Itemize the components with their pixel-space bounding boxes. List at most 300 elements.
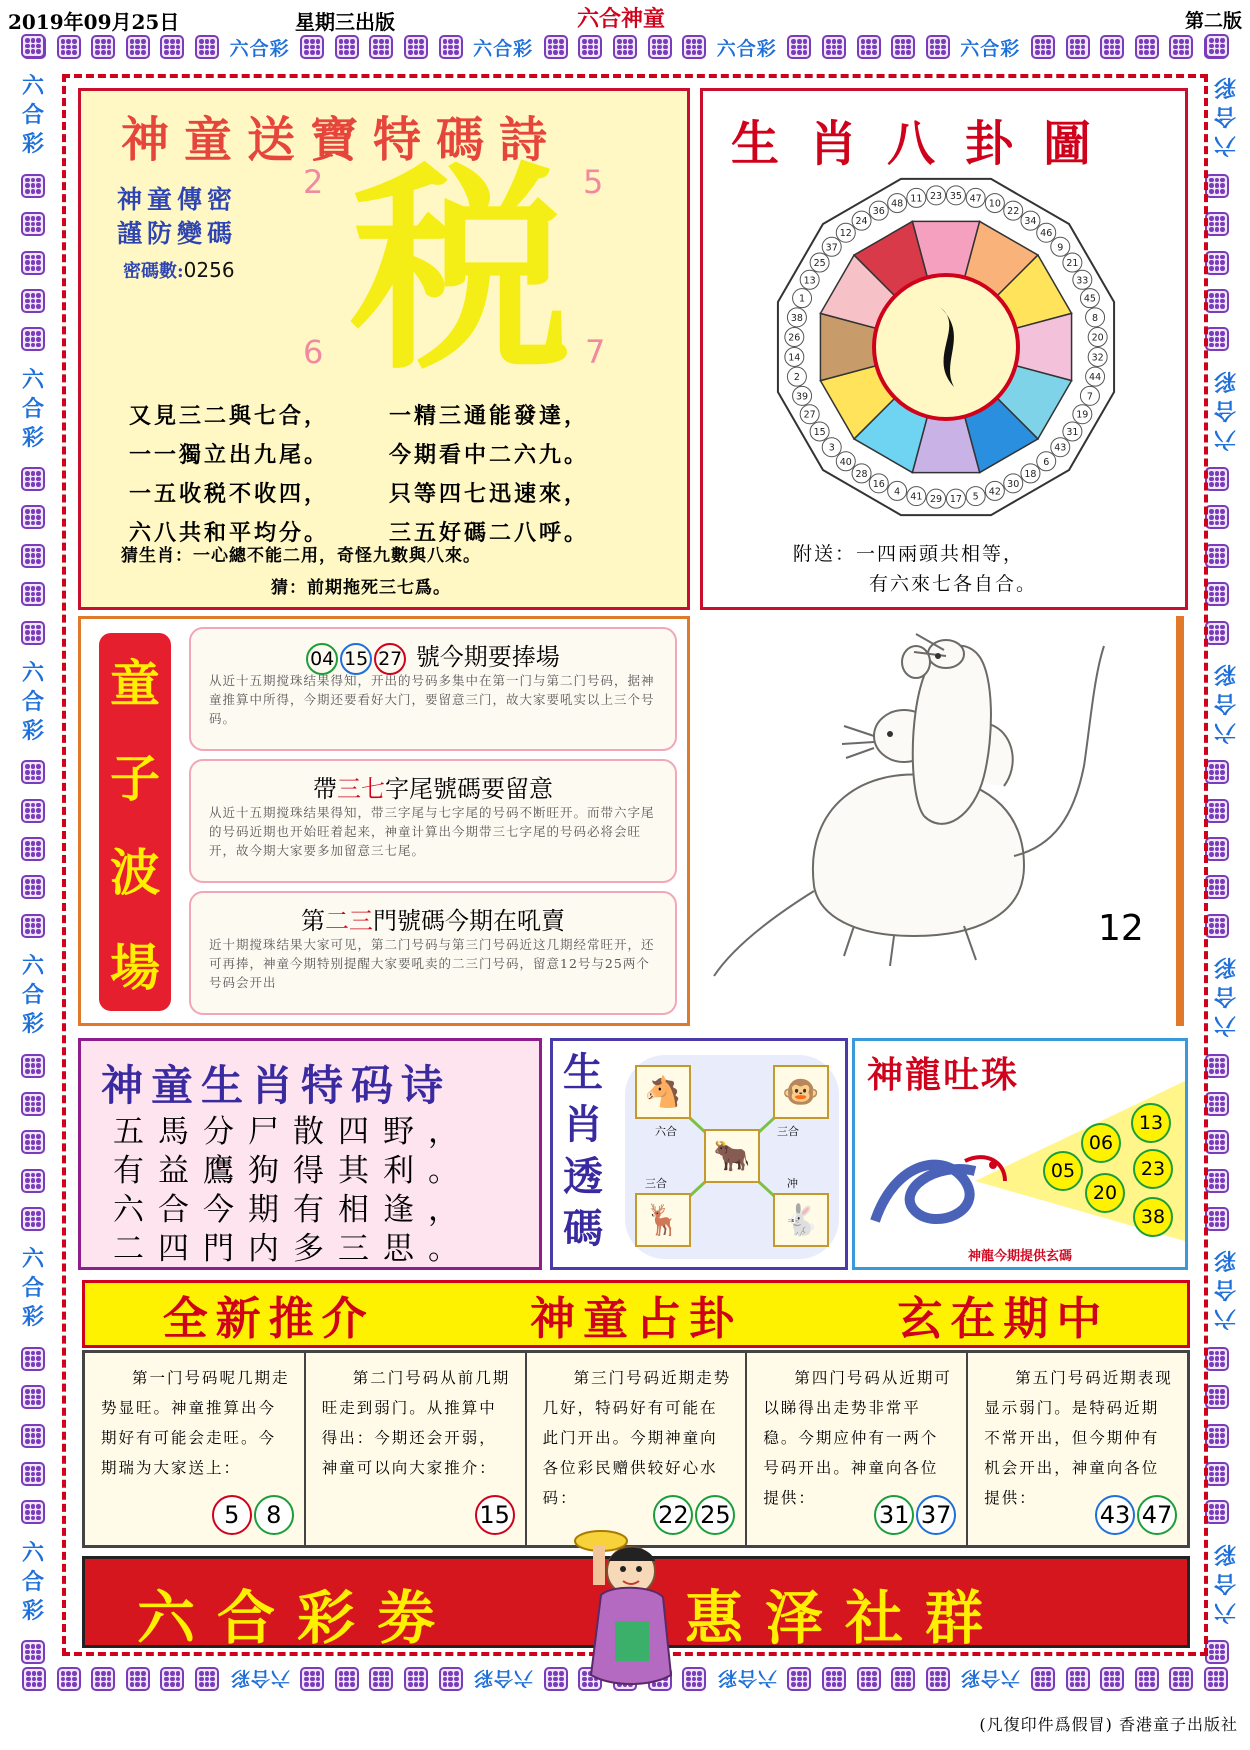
border-label-char: 合 [21, 396, 44, 422]
dot-tile-icon [1205, 1054, 1229, 1078]
dot-tile-icon [21, 1347, 45, 1371]
gate-balls [874, 1495, 956, 1535]
dot-tile-icon [21, 251, 45, 275]
dot-tile-icon [1169, 1667, 1193, 1691]
dot-tile-icon [822, 35, 846, 59]
dot-tile-icon [404, 1667, 428, 1691]
lucky-boy-illustration [571, 1525, 681, 1693]
dot-tile-icon [1205, 251, 1229, 275]
wave-vertical-title [99, 633, 171, 1011]
zodiac-note-line: 附送：一四兩頭共相等， [793, 543, 1025, 565]
promo-bar [82, 1280, 1190, 1348]
dot-tile-icon [21, 174, 45, 198]
dot-tile-icon [21, 1130, 45, 1154]
dot-tile-icon [21, 1207, 45, 1231]
dot-tile-icon [21, 799, 45, 823]
dot-tile-icon [891, 35, 915, 59]
dot-tile-icon [21, 505, 45, 529]
wave-field-panel [78, 616, 690, 1026]
dot-tile-icon [1205, 621, 1229, 645]
dot-tile-icon [787, 35, 811, 59]
dot-tile-icon [21, 1500, 45, 1524]
number-ball: 15 [340, 643, 372, 675]
border-label-char: 彩 [1213, 74, 1236, 100]
dot-tile-icon [21, 1169, 45, 1193]
dot-tile-icon [335, 35, 359, 59]
dot-tile-icon [91, 1667, 115, 1691]
border-label: 六合彩 [229, 37, 290, 60]
dot-tile-icon [21, 467, 45, 491]
dot-tile-icon [1205, 1130, 1229, 1154]
gate-card [85, 1353, 306, 1545]
dot-tile-icon [1135, 1667, 1159, 1691]
ring-number: 43 [1054, 442, 1067, 454]
code-value: 0256 [183, 258, 235, 282]
vertical-title-char: 生 [563, 1049, 603, 1096]
tip-heading [191, 769, 675, 804]
poem-line: 今期看中二六九。 [389, 442, 590, 468]
pearl-number: 38 [1133, 1197, 1173, 1237]
gate-card [306, 1353, 527, 1545]
number-ball: 25 [695, 1495, 735, 1535]
border-label-char: 合 [21, 1569, 44, 1595]
ring-number: 24 [855, 216, 868, 228]
dot-tile-icon [21, 34, 45, 58]
poem-title: 神童送寶特碼詩 [121, 112, 563, 168]
number-ball: 43 [1095, 1495, 1135, 1535]
banner-text: 六合彩劵 [137, 1584, 458, 1652]
dot-tile-icon [1135, 35, 1159, 59]
ring-number: 15 [813, 426, 826, 438]
poem-line: 一一獨立出九尾。 [129, 442, 330, 468]
ring-number: 12 [839, 228, 852, 240]
ring-number: 25 [813, 258, 826, 270]
gate-card [968, 1353, 1187, 1545]
tip-body: 近十期搅珠结果大家可见，第二门号码与第三门号码近这几期经常旺开，还可再捧，神童今期特别提醒大家要吼卖的二三门号码，留意12号与25两个号码会开出 [209, 937, 655, 990]
ring-number: 38 [790, 312, 803, 324]
gate-recommendations [82, 1350, 1190, 1548]
poem2-line: 有益鷹狗得其利。 [113, 1153, 473, 1189]
dot-tile-icon [21, 1424, 45, 1448]
ring-number: 39 [796, 391, 809, 403]
dot-tile-icon [1205, 760, 1229, 784]
poem-line: 一精三通能發達， [389, 403, 590, 429]
border-label-char: 六 [1213, 425, 1236, 451]
dot-tile-icon [1205, 1385, 1229, 1409]
ring-number: 33 [1076, 275, 1089, 287]
poem-line: 又見三二與七合， [129, 403, 330, 429]
vertical-title-char: 肖 [563, 1101, 603, 1148]
ring-number: 6 [1043, 456, 1050, 468]
dot-tile-icon [160, 35, 184, 59]
poem2-lines [113, 1113, 473, 1269]
border-label [22, 952, 44, 1039]
border-label-char: 彩 [1213, 954, 1236, 980]
border-label [22, 659, 44, 746]
dot-tile-icon [21, 289, 45, 313]
number-ball: 5 [212, 1495, 252, 1535]
border-label-char: 六 [1213, 1012, 1236, 1038]
corner-number: 2 [303, 163, 324, 201]
border-label: 六合彩 [473, 37, 534, 60]
zodiac-wheel [751, 169, 1141, 529]
ring-number: 44 [1089, 372, 1102, 384]
poem-side-note [117, 183, 237, 251]
ring-number: 47 [969, 193, 982, 205]
gate-text: 第二门号码从前几期旺走到弱门。从推算中得出：今期还会开弱，神童可以向大家推介： [321, 1369, 511, 1477]
dot-tile-icon [1031, 1667, 1055, 1691]
banner-text: 惠泽社群 [685, 1584, 1006, 1652]
dot-tile-icon [1205, 837, 1229, 861]
ring-number: 27 [803, 409, 816, 421]
gate-card [527, 1353, 748, 1545]
number-ball: 22 [653, 1495, 693, 1535]
vertical-title-char: 透 [563, 1153, 603, 1200]
dot-tile-icon [369, 35, 393, 59]
zodiac-note-line: 有六來七各自合。 [869, 573, 1038, 595]
dot-tile-icon [1100, 1667, 1124, 1691]
number-ball: 47 [1137, 1495, 1177, 1535]
dot-tile-icon [21, 621, 45, 645]
dot-tile-icon [1205, 174, 1229, 198]
border-label-char: 合 [21, 1276, 44, 1302]
dot-tile-icon [57, 35, 81, 59]
tip-heading-text: 門號碼今期在吼賣 [373, 907, 565, 935]
dot-tile-icon [682, 35, 706, 59]
dot-tile-icon [91, 35, 115, 59]
corner-number: 5 [583, 163, 604, 201]
ring-number: 2 [793, 372, 800, 384]
border-label-char: 合 [1213, 396, 1236, 422]
dot-tile-icon [21, 1054, 45, 1078]
dot-tile-icon [544, 35, 568, 59]
gate-balls [212, 1495, 294, 1535]
corner-number: 7 [585, 333, 606, 371]
ring-number: 5 [972, 491, 979, 503]
masthead-title: 六合神童 [577, 6, 666, 32]
border-label-char: 合 [1213, 103, 1236, 129]
big-character: 税 [351, 143, 572, 399]
dot-tile-icon [57, 1667, 81, 1691]
ring-number: 48 [891, 198, 904, 210]
poem-line: 六八共和平均分。 [129, 520, 330, 546]
tip-body: 从近十五期搅珠结果得知，开出的号码多集中在第一门与第二门号码，据神童推算中所得，今期还要看好大门，要留意三门，故大家要吼实以上三个号码。 [209, 673, 655, 726]
dot-tile-icon [787, 1667, 811, 1691]
dot-tile-icon [21, 327, 45, 351]
ring-number: 35 [949, 190, 962, 202]
border-label [22, 1245, 44, 1332]
poem2-line: 二四門内多三思。 [113, 1231, 473, 1267]
gate-balls [475, 1495, 515, 1535]
dot-tile-icon [195, 35, 219, 59]
dragon-title: 神龍吐珠 [867, 1054, 1020, 1096]
ring-number: 18 [1024, 468, 1037, 480]
dot-tile-icon [1205, 467, 1229, 491]
number-ball: 37 [916, 1495, 956, 1535]
pearl-number: 05 [1043, 1151, 1083, 1191]
monkey-icon: 🐵 [773, 1065, 829, 1119]
publisher-footer: (凡復印件爲假冒) 香港童子出版社 [979, 1715, 1238, 1734]
rabbit-icon: 🐇 [773, 1193, 829, 1247]
poem-line: 三五好碼二八呼。 [389, 520, 590, 546]
gate-text: 第三门号码近期走势几好，特码好有可能在此门开出。今期神童向各位彩民赠供较好心水码： [542, 1369, 732, 1507]
dot-tile-icon [822, 1667, 846, 1691]
poem2-line: 六合今期有相逢， [113, 1192, 473, 1228]
dot-tile-icon [926, 35, 950, 59]
number-ball: 27 [374, 643, 406, 675]
dragon-pearl-panel [852, 1038, 1188, 1270]
border-label: 六合彩 [229, 1666, 290, 1689]
dot-tile-icon [1066, 1667, 1090, 1691]
tip-card [189, 891, 677, 1015]
border-left [14, 34, 52, 1664]
ring-number: 30 [1007, 478, 1020, 490]
dot-tile-icon [21, 760, 45, 784]
vertical-title-char: 子 [110, 749, 160, 808]
dot-tile-icon [21, 582, 45, 606]
ring-number: 45 [1083, 293, 1096, 305]
border-label-char: 六 [1213, 1305, 1236, 1331]
number-ball: 8 [254, 1495, 294, 1535]
dot-tile-icon [21, 1385, 45, 1409]
dot-tile-icon [1205, 1462, 1229, 1486]
border-label [22, 366, 44, 453]
dot-tile-icon [1205, 1169, 1229, 1193]
ring-number: 29 [930, 494, 943, 506]
relation-label: 三合 [777, 1125, 799, 1138]
vertical-title-char: 波 [110, 844, 160, 903]
deer-icon: 🦌 [635, 1193, 691, 1247]
gate-text: 第四门号码从近期可以睇得出走势非常平稳。今期应仲有一两个号码开出。神童向各位提供： [763, 1369, 952, 1507]
dot-tile-icon [1169, 35, 1193, 59]
dragon-footer: 神龍今期提供玄碼 [967, 1249, 1072, 1264]
dot-tile-icon [21, 875, 45, 899]
dot-tile-icon [1066, 35, 1090, 59]
dot-tile-icon [300, 1667, 324, 1691]
dot-tile-icon [1205, 34, 1229, 58]
border-label-char: 合 [1213, 983, 1236, 1009]
number-ball: 15 [475, 1495, 515, 1535]
dot-tile-icon [195, 1667, 219, 1691]
code-number [123, 257, 235, 283]
border-label: 六合彩 [473, 1666, 534, 1689]
pearl-number: 13 [1131, 1103, 1171, 1143]
special-code-poem-panel [78, 88, 690, 610]
dot-tile-icon [1205, 327, 1229, 351]
zodiac-note [793, 539, 1037, 599]
dot-tile-icon [1205, 1207, 1229, 1231]
zodiac-bagua-panel [700, 88, 1188, 610]
promo-text: 神童占卦 [529, 1291, 742, 1345]
dot-tile-icon [1031, 35, 1055, 59]
ring-number: 37 [825, 242, 838, 254]
pearl-number: 23 [1133, 1149, 1173, 1189]
relation-label: 三合 [645, 1177, 667, 1190]
tip-body: 从近十五期搅珠结果得知，带三字尾与七字尾的号码不断旺开。而带六字尾的号码近期也开始旺着起来，神童计算出今期带三七字尾的号码必将会旺开，故今期大家要多加留意三七尾。 [209, 805, 655, 858]
border-label-char: 彩 [1213, 1540, 1236, 1566]
border-label-char: 彩 [21, 425, 44, 451]
dot-tile-icon [1205, 289, 1229, 313]
gate-balls [1095, 1495, 1177, 1535]
ring-number: 14 [788, 352, 801, 364]
border-label-char: 彩 [1213, 660, 1236, 686]
dot-tile-icon [160, 1667, 184, 1691]
dot-tile-icon [126, 35, 150, 59]
dot-tile-icon [1205, 1500, 1229, 1524]
dot-tile-icon [1205, 212, 1229, 236]
ring-number: 17 [949, 494, 962, 506]
dot-tile-icon [857, 1667, 881, 1691]
number-ball: 04 [306, 643, 338, 675]
ring-number: 32 [1091, 352, 1104, 364]
border-label-char: 六 [21, 74, 44, 100]
pearl-number: 20 [1085, 1173, 1125, 1213]
border-label-char: 彩 [21, 132, 44, 158]
ring-number: 26 [788, 332, 801, 344]
promo-text: 玄在期中 [897, 1291, 1110, 1345]
dot-tile-icon [21, 544, 45, 568]
border-label-char: 合 [21, 983, 44, 1009]
dot-tile-icon [1205, 799, 1229, 823]
dot-tile-icon [21, 1462, 45, 1486]
pearl-number: 06 [1081, 1123, 1121, 1163]
dot-tile-icon [1205, 582, 1229, 606]
ring-number: 1 [799, 293, 806, 305]
dot-tile-icon [891, 1667, 915, 1691]
poem-line: 只等四七迅速來， [389, 481, 590, 507]
issue-date: 2019年09月25日 [8, 10, 180, 34]
page-header [0, 0, 1250, 34]
ring-number: 16 [872, 478, 885, 490]
border-label-char: 彩 [21, 1012, 44, 1038]
border-top [22, 30, 1228, 64]
dot-tile-icon [1205, 1424, 1229, 1448]
dot-tile-icon [21, 212, 45, 236]
dot-tile-icon [1205, 1640, 1229, 1664]
dot-tile-icon [1205, 1092, 1229, 1116]
dot-tile-icon [22, 1667, 46, 1691]
ring-number: 28 [855, 468, 868, 480]
dot-tile-icon [369, 1667, 393, 1691]
horse-icon: 🐴 [635, 1065, 691, 1119]
relation-diagram [625, 1055, 839, 1259]
number-ball: 31 [874, 1495, 914, 1535]
border-label: 六合彩 [716, 37, 777, 60]
zodiac-relation-panel [550, 1038, 848, 1270]
relation-vertical-title [563, 1047, 603, 1255]
dot-tile-icon [21, 1640, 45, 1664]
ring-number: 8 [1092, 312, 1099, 324]
dot-tile-icon [1100, 35, 1124, 59]
ring-number: 46 [1040, 228, 1053, 240]
dot-tile-icon [926, 1667, 950, 1691]
border-label-char: 六 [1213, 718, 1236, 744]
border-label [22, 1539, 44, 1626]
tip-heading [191, 637, 675, 675]
dot-tile-icon [300, 35, 324, 59]
relation-label: 冲 [787, 1177, 798, 1190]
border-label-char: 彩 [21, 718, 44, 744]
border-label-char: 六 [21, 660, 44, 686]
dot-tile-icon [857, 35, 881, 59]
dot-tile-icon [544, 1667, 568, 1691]
dot-tile-icon [439, 35, 463, 59]
dot-tile-icon [578, 35, 602, 59]
code-label: 密碼數: [123, 261, 184, 282]
gate-text: 第一门号码呢几期走势显旺。神童推算出今期好有可能会走旺。今期瑞为大家送上： [101, 1369, 290, 1477]
poem2-title: 神童生肖特码诗 [101, 1061, 452, 1110]
vertical-title-char: 童 [110, 655, 160, 714]
ring-number: 41 [910, 491, 923, 503]
corner-number: 6 [303, 333, 324, 371]
tip-heading-text: 帶 [313, 775, 337, 803]
ring-number: 22 [1007, 206, 1020, 218]
dot-tile-icon [439, 1667, 463, 1691]
ring-number: 34 [1024, 216, 1037, 228]
zodiac-title: 生肖八卦圖 [731, 116, 1122, 172]
ring-number: 40 [839, 456, 852, 468]
ring-number: 42 [988, 486, 1001, 498]
border-label-char: 六 [21, 1540, 44, 1566]
border-label: 六合彩 [960, 37, 1021, 60]
tip-heading-text: 字尾號碼要留意 [385, 775, 553, 803]
riddle-hint: 猜：前期拖死三七爲。 [271, 578, 451, 598]
ring-number: 9 [1057, 242, 1064, 254]
border-label-char: 合 [1213, 1276, 1236, 1302]
border-label-char: 合 [1213, 1569, 1236, 1595]
gate-card [747, 1353, 968, 1545]
tip-heading-highlight: 三七 [337, 775, 385, 803]
border-label-char: 六 [21, 1247, 44, 1273]
dot-tile-icon [682, 1667, 706, 1691]
border-label-char: 彩 [21, 1598, 44, 1624]
zodiac-code-poem-panel [78, 1038, 542, 1270]
tip-heading [191, 901, 675, 936]
border-label-char: 彩 [1213, 367, 1236, 393]
dot-tile-icon [1205, 505, 1229, 529]
dot-tile-icon [648, 35, 672, 59]
gate-text: 第五门号码近期表现显示弱门。是特码近期不常开出，但今期仲有机会开出，神童向各位提供： [984, 1369, 1173, 1507]
border-label-char: 六 [1213, 1598, 1236, 1624]
dot-tile-icon [1205, 875, 1229, 899]
edition-label: 第二版 [1184, 10, 1242, 32]
vertical-title-char: 碼 [563, 1205, 603, 1252]
border-label [22, 72, 44, 159]
dot-tile-icon [613, 35, 637, 59]
rat-number: 12 [1098, 908, 1144, 949]
rat-illustration-panel [694, 616, 1184, 1026]
tip-card [189, 627, 677, 751]
border-label-char: 合 [21, 689, 44, 715]
border-label: 六合彩 [716, 1666, 777, 1689]
zodiac-riddle: 猜生肖：一心總不能二用，奇怪九數與八來。 [121, 546, 481, 566]
dot-tile-icon [1204, 1667, 1228, 1691]
rat-illustration [694, 616, 1174, 1016]
ring-number: 4 [894, 486, 901, 498]
ring-number: 10 [988, 198, 1001, 210]
issue-weekday: 星期三出版 [295, 10, 395, 34]
border-label-char: 六 [21, 367, 44, 393]
bottom-banner [82, 1556, 1190, 1652]
dot-tile-icon [335, 1667, 359, 1691]
ring-number: 7 [1086, 391, 1093, 403]
poem-side-line: 神童傳密 [117, 185, 238, 214]
border-label-char: 彩 [1213, 1247, 1236, 1273]
border-label-char: 彩 [21, 1305, 44, 1331]
ring-number: 31 [1066, 426, 1079, 438]
tip-heading-highlight: 二三 [325, 907, 373, 935]
ring-number: 11 [910, 193, 923, 205]
